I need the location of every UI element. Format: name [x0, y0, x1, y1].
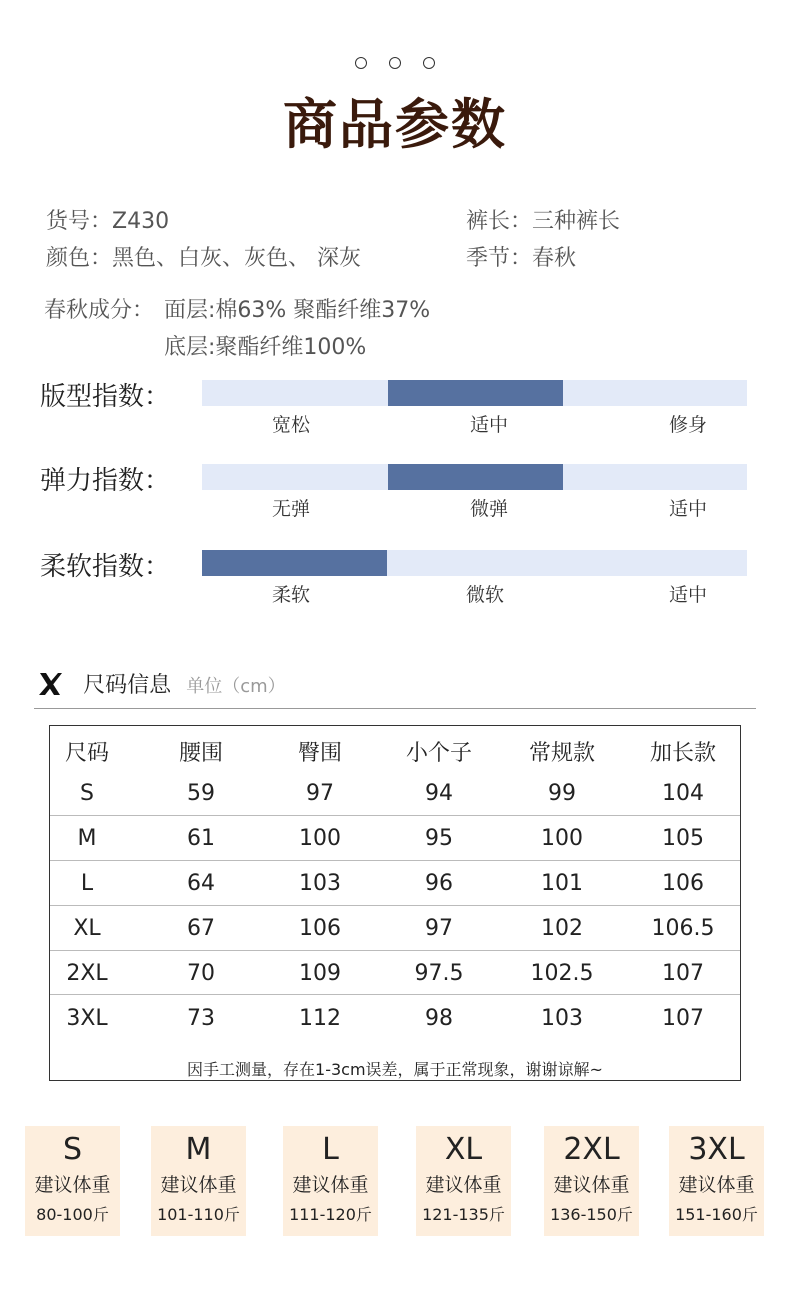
weight-card [544, 1126, 639, 1236]
table-cell: XL [73, 916, 101, 941]
table-cell: 97.5 [414, 961, 464, 986]
index-bar [202, 464, 747, 490]
table-cell: 112 [299, 1006, 341, 1031]
index-bar [202, 380, 747, 406]
composition-label: 春秋成分： [44, 298, 155, 323]
composition-line1: 面层:棉63% 聚酯纤维37% [164, 298, 431, 323]
weight-label: 建议体重 [678, 1174, 755, 1196]
weight-size: 2XL [563, 1132, 620, 1167]
spec-length [466, 204, 620, 235]
table-cell: 107 [662, 961, 704, 986]
spec-label: 季节： [466, 246, 533, 271]
table-cell: 95 [425, 826, 453, 851]
weight-range: 111-120斤 [289, 1205, 372, 1224]
table-cell: 99 [548, 781, 576, 806]
weight-size: L [322, 1132, 339, 1167]
size-table [49, 725, 741, 1081]
spec-value: 黑色、白灰、灰色、 深灰 [112, 246, 362, 271]
table-cell: S [80, 781, 94, 806]
size-section-unit: 单位（cm） [186, 676, 286, 697]
spec-value: 春秋 [532, 246, 577, 271]
weight-range: 151-160斤 [675, 1205, 758, 1224]
page-title: 商品参数 [283, 93, 507, 156]
index-bar-fill [202, 550, 387, 576]
index-label: 弹力指数： [40, 466, 171, 496]
spec-color [46, 241, 361, 272]
table-cell: 103 [299, 871, 341, 896]
table-header-cell: 小个子 [405, 741, 473, 766]
weight-card [283, 1126, 378, 1236]
table-row-divider [50, 994, 740, 995]
brand-x-icon [36, 670, 64, 698]
table-cell: 106 [662, 871, 704, 896]
table-cell: 102.5 [530, 961, 594, 986]
table-cell: 107 [662, 1006, 704, 1031]
table-header-cell: 加长款 [649, 741, 717, 766]
table-cell: 98 [425, 1006, 453, 1031]
table-cell: 70 [187, 961, 215, 986]
table-cell: 97 [306, 781, 334, 806]
table-cell: 103 [541, 1006, 583, 1031]
weight-label: 建议体重 [553, 1174, 630, 1196]
index-label: 柔软指数： [40, 552, 171, 582]
table-header-cell: 常规款 [528, 741, 596, 766]
weight-label: 建议体重 [34, 1174, 111, 1196]
table-header-cell: 尺码 [64, 741, 110, 766]
size-header [36, 668, 286, 699]
weight-size: S [62, 1132, 83, 1167]
table-header-cell: 臀围 [297, 741, 343, 766]
spec-season [466, 241, 576, 272]
weight-label: 建议体重 [425, 1174, 502, 1196]
table-cell: 102 [541, 916, 583, 941]
index-tick-label: 适中 [668, 498, 708, 520]
index-tick-label: 微软 [465, 584, 505, 606]
index-tick-label: 无弹 [271, 498, 311, 520]
weight-size: XL [444, 1132, 483, 1167]
table-cell: 67 [187, 916, 215, 941]
table-cell: 109 [299, 961, 341, 986]
table-cell: 64 [187, 871, 215, 896]
index-label: 版型指数： [40, 382, 171, 412]
table-cell: 3XL [66, 1006, 108, 1031]
weight-card [25, 1126, 120, 1236]
spec-label: 裤长： [466, 209, 533, 234]
weight-card [416, 1126, 511, 1236]
table-cell: 100 [299, 826, 341, 851]
circle-icon [389, 57, 401, 69]
weight-range: 80-100斤 [36, 1205, 109, 1224]
weight-card [151, 1126, 246, 1236]
table-header-cell: 腰围 [178, 741, 224, 766]
circle-icon [355, 57, 367, 69]
index-bar [202, 550, 747, 576]
weight-range: 136-150斤 [550, 1205, 633, 1224]
table-cell: 2XL [66, 961, 108, 986]
index-tick-label: 适中 [668, 584, 708, 606]
table-row-divider [50, 815, 740, 816]
table-cell: 61 [187, 826, 215, 851]
table-cell: 104 [662, 781, 704, 806]
measurement-note: 因手工测量，存在1-3cm误差，属于正常现象，谢谢谅解~ [187, 1060, 603, 1079]
table-cell: M [77, 826, 97, 851]
index-bar-fill [388, 464, 563, 490]
spec-value: 三种裤长 [532, 209, 621, 234]
table-cell: 100 [541, 826, 583, 851]
weight-range: 101-110斤 [157, 1205, 240, 1224]
weight-size: M [185, 1132, 212, 1167]
composition-line2: 底层:聚酯纤维100% [164, 335, 367, 360]
index-tick-label: 适中 [469, 414, 509, 436]
spec-label: 货号： [46, 209, 113, 234]
weight-size: 3XL [688, 1132, 745, 1167]
table-row-divider [50, 950, 740, 951]
table-cell: 59 [187, 781, 215, 806]
weight-label: 建议体重 [292, 1174, 369, 1196]
index-tick-label: 柔软 [271, 584, 311, 606]
title-dots [0, 54, 790, 73]
table-cell: 106 [299, 916, 341, 941]
spec-label: 颜色： [46, 246, 113, 271]
table-cell: 96 [425, 871, 453, 896]
divider [34, 708, 756, 709]
size-section-title: 尺码信息 [83, 673, 172, 698]
table-cell: 73 [187, 1006, 215, 1031]
weight-range: 121-135斤 [422, 1205, 505, 1224]
table-row-divider [50, 860, 740, 861]
table-row-divider [50, 905, 740, 906]
table-cell: L [80, 871, 94, 896]
circle-icon [423, 57, 435, 69]
table-cell: 94 [425, 781, 453, 806]
weight-card [669, 1126, 764, 1236]
spec-item-no [46, 204, 169, 235]
index-tick-label: 修身 [668, 414, 708, 436]
table-cell: 105 [662, 826, 704, 851]
spec-value: Z430 [112, 209, 170, 234]
table-cell: 97 [425, 916, 453, 941]
index-tick-label: 微弹 [469, 498, 509, 520]
weight-label: 建议体重 [160, 1174, 237, 1196]
table-cell: 106.5 [651, 916, 715, 941]
index-bar-fill [388, 380, 563, 406]
table-cell: 101 [541, 871, 583, 896]
index-tick-label: 宽松 [271, 414, 311, 436]
